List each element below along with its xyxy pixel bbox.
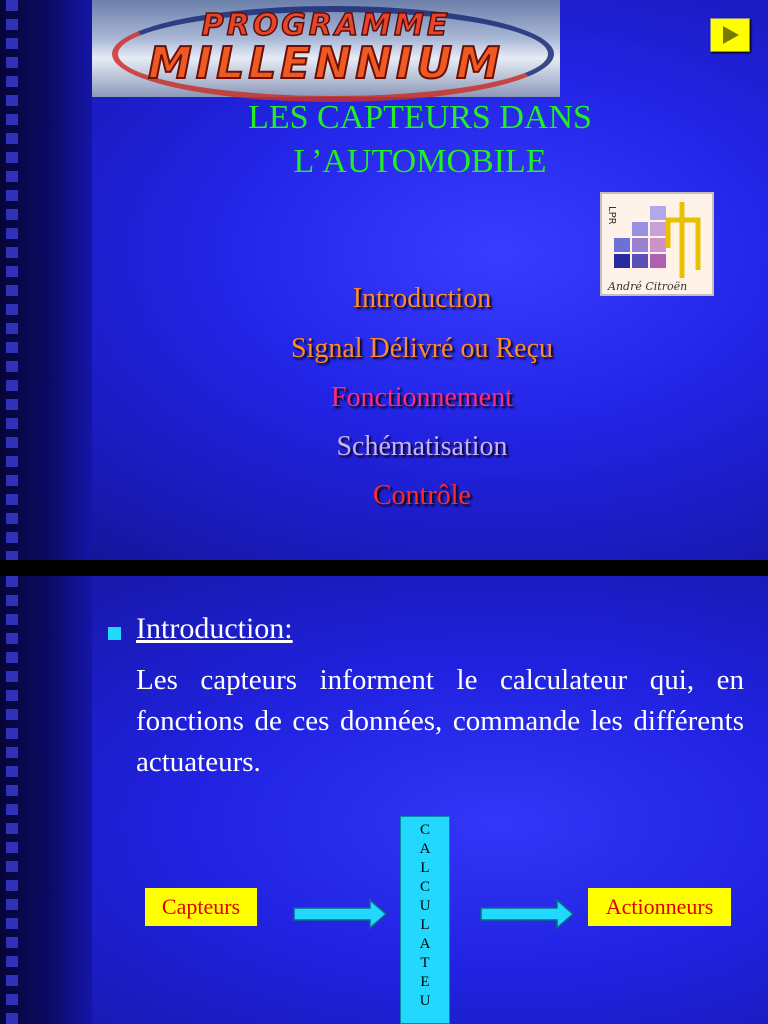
actionneurs-box: Actionneurs <box>588 888 731 926</box>
slide-title-line-1: LES CAPTEURS DANS <box>248 99 592 136</box>
filmstrip-holes <box>6 0 18 560</box>
calc-letter: U <box>419 898 431 914</box>
school-logo-signature: André Citroën <box>608 280 688 293</box>
calculateur-box <box>400 816 450 1024</box>
filmstrip-border <box>0 576 92 1024</box>
arrow-right-icon <box>292 898 388 930</box>
menu-item-controle[interactable]: Contrôle <box>373 480 471 511</box>
play-triangle-icon <box>723 26 739 44</box>
filmstrip-border <box>0 0 92 560</box>
school-logo-m-glyph <box>660 198 704 280</box>
calc-letter: L <box>420 917 430 933</box>
calc-letter: E <box>420 974 430 990</box>
logo-line-2: MILLENNIUM <box>148 38 504 89</box>
capteurs-box: Capteurs <box>145 888 257 926</box>
filmstrip-holes <box>6 576 18 1024</box>
intro-body-text: Les capteurs informent le calculateur qui, en fonctions de ces données, commande les différents actuateurs. <box>136 664 744 778</box>
school-logo-vertical-text: LPR <box>606 206 617 225</box>
calc-letter: A <box>419 936 431 952</box>
calc-letter: L <box>420 860 430 876</box>
menu-item-introduction[interactable]: Introduction <box>352 283 492 314</box>
slide-title-line-2: L’AUTOMOBILE <box>293 143 547 180</box>
bullet-square-icon <box>108 627 121 640</box>
logo-line-1: PROGRAMME <box>201 8 451 43</box>
calc-letter: T <box>420 955 430 971</box>
next-slide-button[interactable] <box>710 18 750 52</box>
programme-millennium-logo <box>92 0 560 97</box>
calc-letter: U <box>419 993 431 1009</box>
school-logo <box>600 192 714 296</box>
menu-item-schematisation[interactable]: Schématisation <box>336 431 508 462</box>
slide-2 <box>0 576 768 1024</box>
menu-item-signal[interactable]: Signal Délivré ou Reçu <box>290 333 554 364</box>
arrow-right-icon <box>479 898 575 930</box>
menu-item-fonctionnement[interactable]: Fonctionnement <box>331 382 513 413</box>
intro-heading: Introduction: <box>136 612 293 645</box>
calc-letter: C <box>419 822 430 838</box>
calc-letter: C <box>419 879 430 895</box>
school-logo-grid <box>614 206 666 268</box>
calc-letter: A <box>419 841 431 857</box>
